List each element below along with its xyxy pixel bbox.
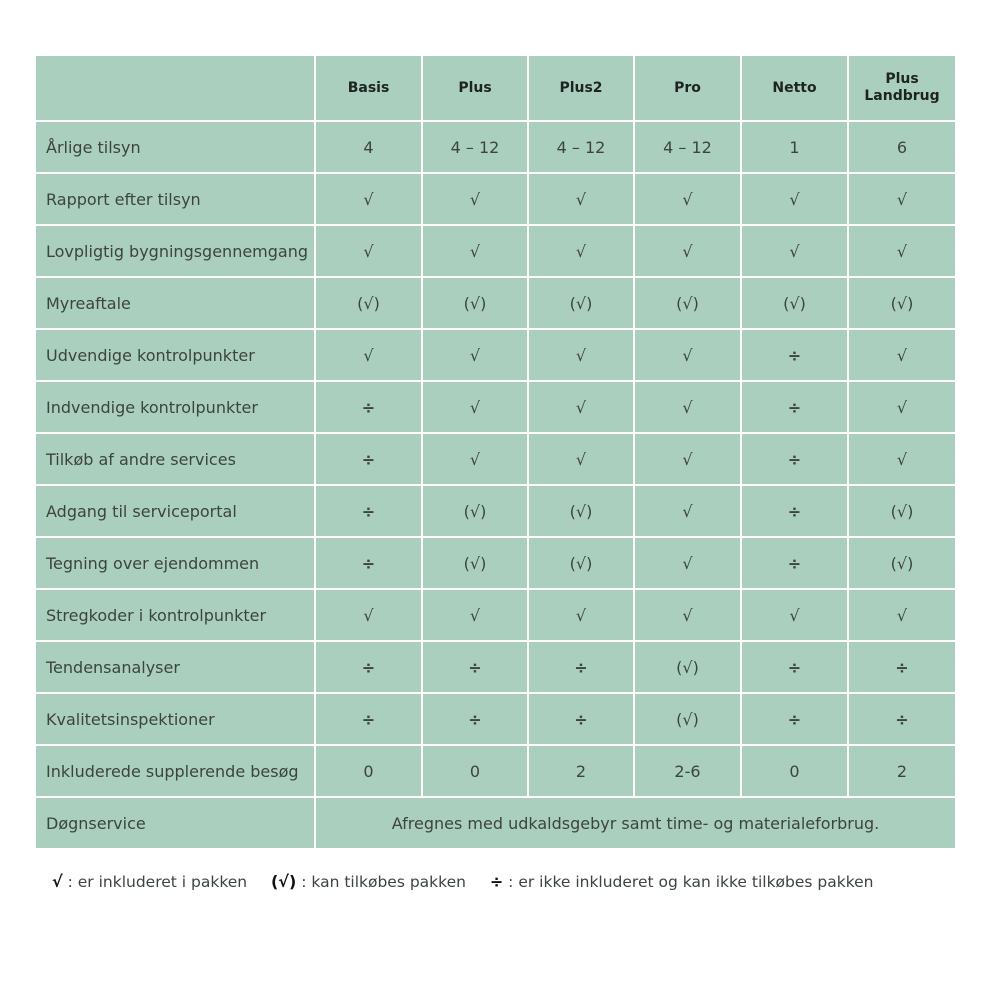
value-cell: 4 – 12 [528,121,634,173]
value-cell: √ [848,589,956,641]
table-row [35,381,956,433]
table-row [35,693,956,745]
table-row [35,121,956,173]
row-label: Årlige tilsyn [35,121,315,173]
column-header: Netto [741,55,848,121]
value-cell: √ [848,329,956,381]
value-cell: ÷ [741,433,848,485]
value-cell: √ [422,589,528,641]
legend-included-symbol: √ [52,872,63,891]
value-cell: √ [634,589,741,641]
value-cell: (√) [528,537,634,589]
value-cell: 0 [422,745,528,797]
value-cell: √ [634,329,741,381]
value-cell: ÷ [741,485,848,537]
value-cell: ÷ [422,693,528,745]
table-row [35,589,956,641]
legend-optional-text: : kan tilkøbes pakken [301,873,466,891]
row-label: Tegning over ejendommen [35,537,315,589]
value-cell: √ [848,225,956,277]
table-row [35,797,956,849]
header-corner-cell [35,55,315,121]
column-header: Plus [422,55,528,121]
value-cell: 0 [315,745,422,797]
value-cell: 6 [848,121,956,173]
value-cell: ÷ [315,693,422,745]
value-cell: ÷ [528,641,634,693]
table-row [35,329,956,381]
value-cell: (√) [634,693,741,745]
value-cell: 4 [315,121,422,173]
value-cell: (√) [634,641,741,693]
value-cell: √ [422,173,528,225]
row-label: Udvendige kontrolpunkter [35,329,315,381]
table-row [35,537,956,589]
value-cell: √ [422,433,528,485]
table-row [35,225,956,277]
value-cell: 2-6 [634,745,741,797]
row-label: Stregkoder i kontrolpunkter [35,589,315,641]
value-cell: √ [634,433,741,485]
value-cell: ÷ [315,381,422,433]
row-label: Indvendige kontrolpunkter [35,381,315,433]
legend-included-text: : er inkluderet i pakken [67,873,248,891]
value-cell: 1 [741,121,848,173]
row-label: Lovpligtig bygningsgennemgang [35,225,315,277]
table-row [35,485,956,537]
column-header: Plus Landbrug [848,55,956,121]
value-cell: ÷ [315,485,422,537]
value-cell: √ [528,381,634,433]
value-cell: ÷ [315,537,422,589]
table-row [35,433,956,485]
row-label: Myreaftale [35,277,315,329]
value-cell: √ [848,173,956,225]
value-cell: (√) [528,485,634,537]
value-cell: √ [528,173,634,225]
legend-optional-symbol: (√) [270,872,297,891]
value-cell: 2 [528,745,634,797]
row-label: Tilkøb af andre services [35,433,315,485]
value-cell: ÷ [741,641,848,693]
value-cell: √ [634,381,741,433]
value-cell: (√) [528,277,634,329]
row-label: Adgang til serviceportal [35,485,315,537]
row-label: Inkluderede supplerende besøg [35,745,315,797]
value-cell: √ [741,225,848,277]
value-cell: ÷ [528,693,634,745]
value-cell: ÷ [422,641,528,693]
value-cell: (√) [848,485,956,537]
row-label: Tendensanalyser [35,641,315,693]
value-cell: ÷ [741,693,848,745]
value-cell: √ [634,225,741,277]
value-cell: √ [528,433,634,485]
table-row [35,173,956,225]
value-cell: 2 [848,745,956,797]
table-row [35,277,956,329]
row-label: Kvalitetsinspektioner [35,693,315,745]
value-cell: √ [634,485,741,537]
row-label: Rapport efter tilsyn [35,173,315,225]
value-cell: √ [741,589,848,641]
value-cell: √ [528,225,634,277]
value-cell: √ [528,329,634,381]
value-cell: √ [315,329,422,381]
value-cell: √ [634,173,741,225]
value-cell: √ [528,589,634,641]
value-cell: ÷ [315,641,422,693]
column-header: Basis [315,55,422,121]
value-cell: (√) [741,277,848,329]
value-cell: ÷ [848,641,956,693]
value-cell: ÷ [741,329,848,381]
legend [52,872,874,891]
merged-value-cell: Afregnes med udkaldsgebyr samt time- og materialeforbrug. [315,797,956,849]
row-label: Døgnservice [35,797,315,849]
package-comparison-table [34,54,957,850]
value-cell: (√) [634,277,741,329]
value-cell: (√) [848,277,956,329]
value-cell: ÷ [741,537,848,589]
column-header: Plus2 [528,55,634,121]
value-cell: √ [315,225,422,277]
table-row [35,641,956,693]
value-cell: √ [315,589,422,641]
value-cell: (√) [848,537,956,589]
column-header: Pro [634,55,741,121]
value-cell: (√) [422,277,528,329]
table-row [35,745,956,797]
value-cell: √ [422,225,528,277]
legend-excluded-symbol: ÷ [489,872,504,891]
value-cell: √ [848,381,956,433]
value-cell: √ [422,329,528,381]
value-cell: √ [315,173,422,225]
value-cell: ÷ [848,693,956,745]
table-body [35,121,956,849]
value-cell: √ [634,537,741,589]
value-cell: √ [741,173,848,225]
value-cell: √ [422,381,528,433]
legend-excluded-text: : er ikke inkluderet og kan ikke tilkøbes pakken [508,873,874,891]
value-cell: 4 – 12 [422,121,528,173]
value-cell: (√) [422,485,528,537]
value-cell: ÷ [741,381,848,433]
value-cell: √ [848,433,956,485]
value-cell: ÷ [315,433,422,485]
value-cell: 0 [741,745,848,797]
value-cell: (√) [422,537,528,589]
value-cell: 4 – 12 [634,121,741,173]
table-header-row [35,55,956,121]
value-cell: (√) [315,277,422,329]
